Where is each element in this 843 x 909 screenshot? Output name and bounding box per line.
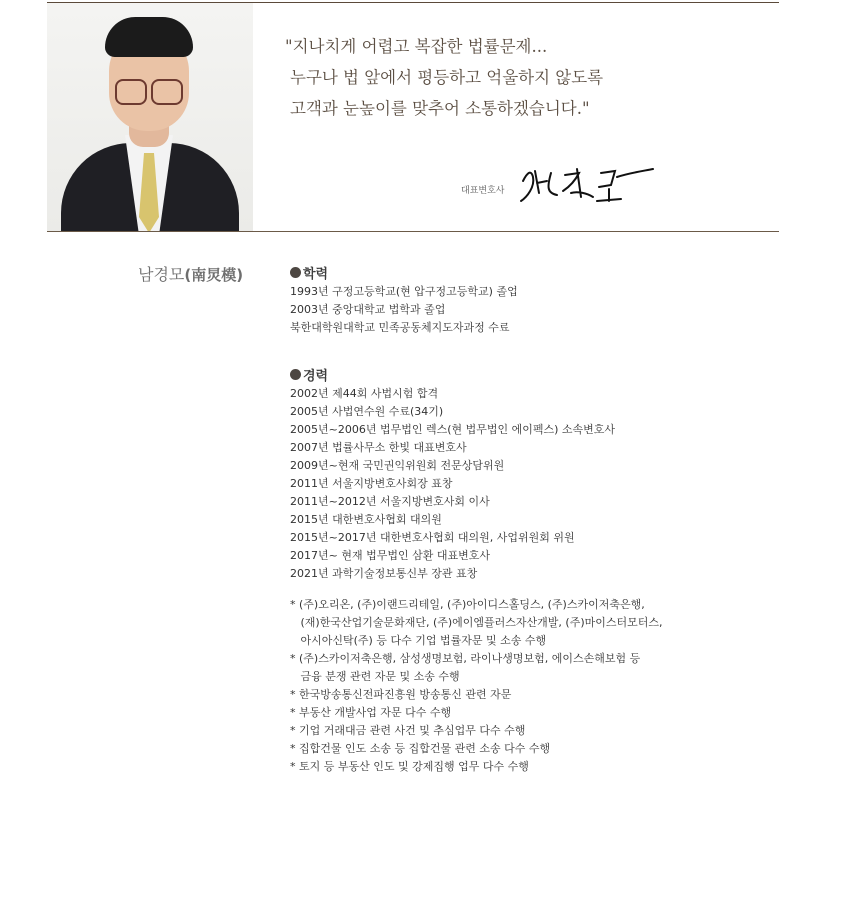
lawyer-name	[138, 262, 243, 285]
quote-line: "지나치게 어렵고 복잡한 법률문제...	[285, 37, 548, 56]
quote-line: 고객과 눈높이를 맞추어 소통하겠습니다."	[290, 99, 590, 118]
list-item: 2002년 제44회 사법시험 합격	[290, 387, 439, 400]
list-item: 2017년~ 현재 법무법인 삼환 대표변호사	[290, 549, 490, 562]
list-item: 2005년~2006년 법무법인 렉스(현 법무법인 에이펙스) 소속변호사	[290, 423, 616, 436]
list-item: 2015년~2017년 대한변호사협회 대의원, 사업위원회 위원	[290, 531, 575, 544]
banner-quote	[285, 31, 755, 124]
list-item: 2015년 대한변호사협회 대의원	[290, 513, 442, 526]
education-section	[290, 263, 770, 337]
list-item: 북한대학원대학교 민족공동체지도자과정 수료	[290, 321, 510, 334]
list-item: 2011년 서울지방변호사회장 표창	[290, 477, 453, 490]
practice-notes	[290, 596, 770, 776]
note-item: * 부동산 개발사업 자문 다수 수행	[290, 706, 452, 719]
list-item: 1993년 구정고등학교(현 압구정고등학교) 졸업	[290, 285, 518, 298]
note-item: * (주)오리온, (주)이랜드리테일, (주)아이디스홀딩스, (주)스카이저축은행,	[290, 598, 645, 611]
note-item: * 집합건물 인도 소송 등 집합건물 관련 소송 다수 수행	[290, 742, 551, 755]
note-item: * 한국방송통신전파진흥원 방송통신 관련 자문	[290, 688, 512, 701]
note-item: * 기업 거래대금 관련 사건 및 추심업무 다수 수행	[290, 724, 526, 737]
bullet-dot-icon	[290, 267, 301, 278]
career-title: 경력	[303, 368, 329, 384]
banner-divider	[47, 231, 779, 232]
signature-mark	[517, 163, 657, 205]
list-item: 2003년 중앙대학교 법학과 졸업	[290, 303, 446, 316]
note-item: 금융 분쟁 관련 자문 및 소송 수행	[290, 670, 460, 683]
list-item: 2009년~현재 국민권익위원회 전문상담위원	[290, 459, 505, 472]
name-korean: 남경모	[138, 265, 185, 284]
career-section	[290, 365, 770, 583]
bullet-dot-icon	[290, 369, 301, 380]
signature-label: 대표변호사	[461, 186, 505, 196]
note-item: (재)한국산업기술문화재단, (주)에이엠플러스자산개발, (주)마이스터모터스,	[290, 616, 663, 629]
education-title: 학력	[303, 266, 329, 282]
list-item: 2005년 사법연수원 수료(34기)	[290, 405, 444, 418]
quote-line: 누구나 법 앞에서 평등하고 억울하지 않도록	[290, 68, 604, 87]
note-item: * 토지 등 부동산 인도 및 강제집행 업무 다수 수행	[290, 760, 529, 773]
note-item: * (주)스카이저축은행, 삼성생명보험, 라이나생명보험, 에이스손해보험 등	[290, 652, 641, 665]
profile-banner	[47, 3, 779, 231]
education-heading	[290, 263, 770, 281]
list-item: 2007년 법률사무소 한빛 대표변호사	[290, 441, 467, 454]
career-heading	[290, 365, 770, 383]
name-hanja: (南炅模)	[184, 266, 244, 284]
lawyer-portrait	[47, 3, 253, 231]
note-item: 아시아신탁(주) 등 다수 기업 법률자문 및 소송 수행	[290, 634, 547, 647]
list-item: 2011년~2012년 서울지방변호사회 이사	[290, 495, 490, 508]
list-item: 2021년 과학기술정보통신부 장관 표창	[290, 567, 478, 580]
